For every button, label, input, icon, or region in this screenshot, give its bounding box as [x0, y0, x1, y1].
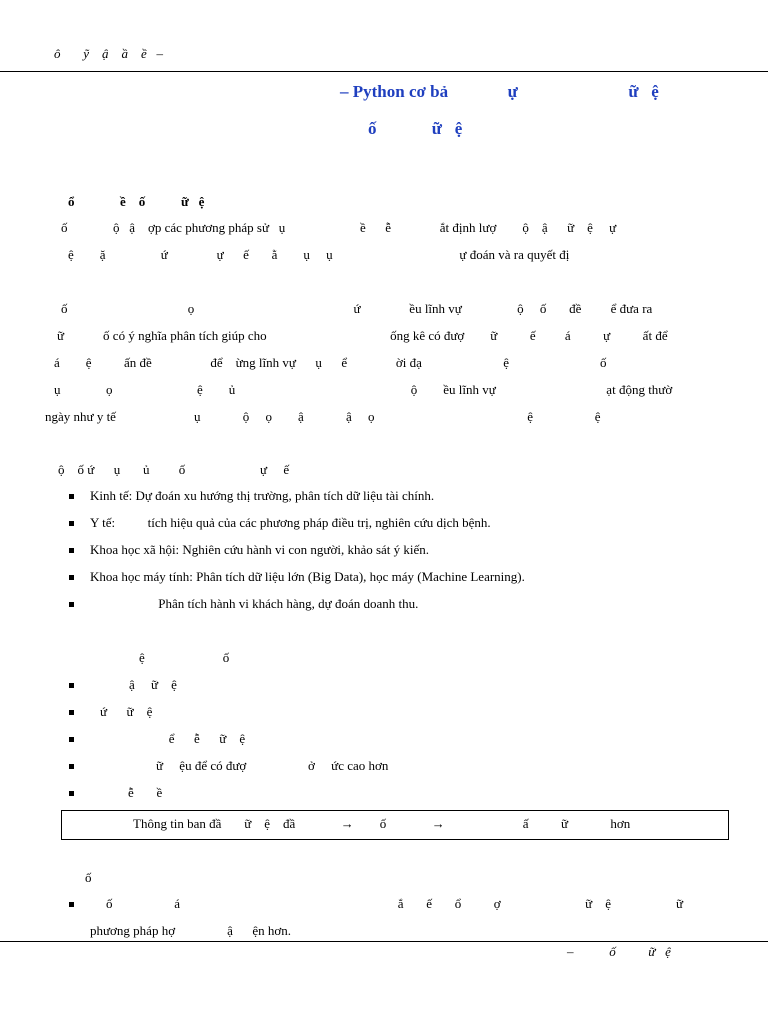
running-header: ô ỹ ậ ầ ề – [54, 46, 164, 61]
bullet-marker [69, 548, 74, 553]
section2-line1: ố ọ ứ ều lĩnh vự ộ ố đề ể đưa ra [61, 301, 653, 316]
section2-line2: ữ ố có ý nghĩa phân tích giúp cho ống kê có đượ ữ ế á ự ất để [57, 328, 668, 343]
section1-heading: ổ ề ố ữ ệ [68, 194, 205, 209]
list-item: Khoa học xã hội: Nghiên cứu hành vi con người, khảo sát ý kiến. [90, 542, 430, 557]
section3-heading: ộ ố ứ ụ ủ ố ự ế [58, 462, 290, 477]
bullet-marker [69, 737, 74, 742]
section2-line3: á ệ ấn đề để ừng lĩnh vự ụ ể ời đạ ệ ố [54, 355, 607, 370]
doc-title-line2: ố ữ ệ [368, 119, 463, 138]
bullet-marker [69, 902, 74, 907]
list-item: ễ ề [128, 785, 163, 800]
section5-heading: ố [85, 870, 92, 885]
list-item: ậ ữ ệ [129, 677, 177, 692]
list-item: ố á ắ ế ổ ợ ữ ệ ữ [106, 896, 684, 911]
section2-line4: ụ ọ ệ ủ ộ ều lĩnh vự ạt động thườ [54, 382, 673, 397]
list-item: ứ ữ ệ [100, 704, 153, 719]
header-rule [0, 71, 768, 72]
bullet-marker [69, 575, 74, 580]
running-footer: – ố ữ ệ [567, 944, 671, 959]
list-item: Y tế: tích hiệu quả của các phương pháp điều trị, nghiên cứu dịch bệnh. [90, 515, 491, 530]
list-item: Khoa học máy tính: Phân tích dữ liệu lớn (Big Data), học máy (Machine Learning). [90, 569, 525, 584]
list-item: Kinh tế: Dự đoán xu hướng thị trường, phân tích dữ liệu tài chính. [90, 488, 435, 503]
section1-line2: ệ ặ ứ ự ế ằ ụ ụ ự đoán và ra quyết đị [68, 247, 570, 262]
list-item-continuation: phương pháp hợ ậ ện hơn. [90, 923, 291, 938]
bullet-marker [69, 683, 74, 688]
list-item: Phân tích hành vi khách hàng, dự đoán doanh thu. [90, 596, 419, 611]
bullet-marker [69, 521, 74, 526]
bullet-marker [69, 710, 74, 715]
section1-line1: ố ộ ậ ợp các phương pháp sử ụ ề ễ ắt định lượ ộ ậ ữ ệ ự [61, 220, 617, 235]
section2-line5: ngày như y tế ụ ộ ọ ậ ậ ọ ệ ệ [45, 409, 601, 424]
doc-title-line1: – Python cơ bả ự ữ ệ [340, 82, 659, 101]
list-item: ể ễ ữ ệ [120, 731, 246, 746]
bullet-marker [69, 494, 74, 499]
footer-rule [0, 941, 768, 942]
bullet-marker [69, 602, 74, 607]
section4-heading: ệ ố [139, 650, 230, 665]
list-item: ữ ệu để có đượ ở ức cao hơn [156, 758, 389, 773]
flow-box-text: Thông tin ban đầ ữ ệ đầ → ố → ấ ữ hơn [133, 816, 631, 831]
bullet-marker [69, 764, 74, 769]
bullet-marker [69, 791, 74, 796]
